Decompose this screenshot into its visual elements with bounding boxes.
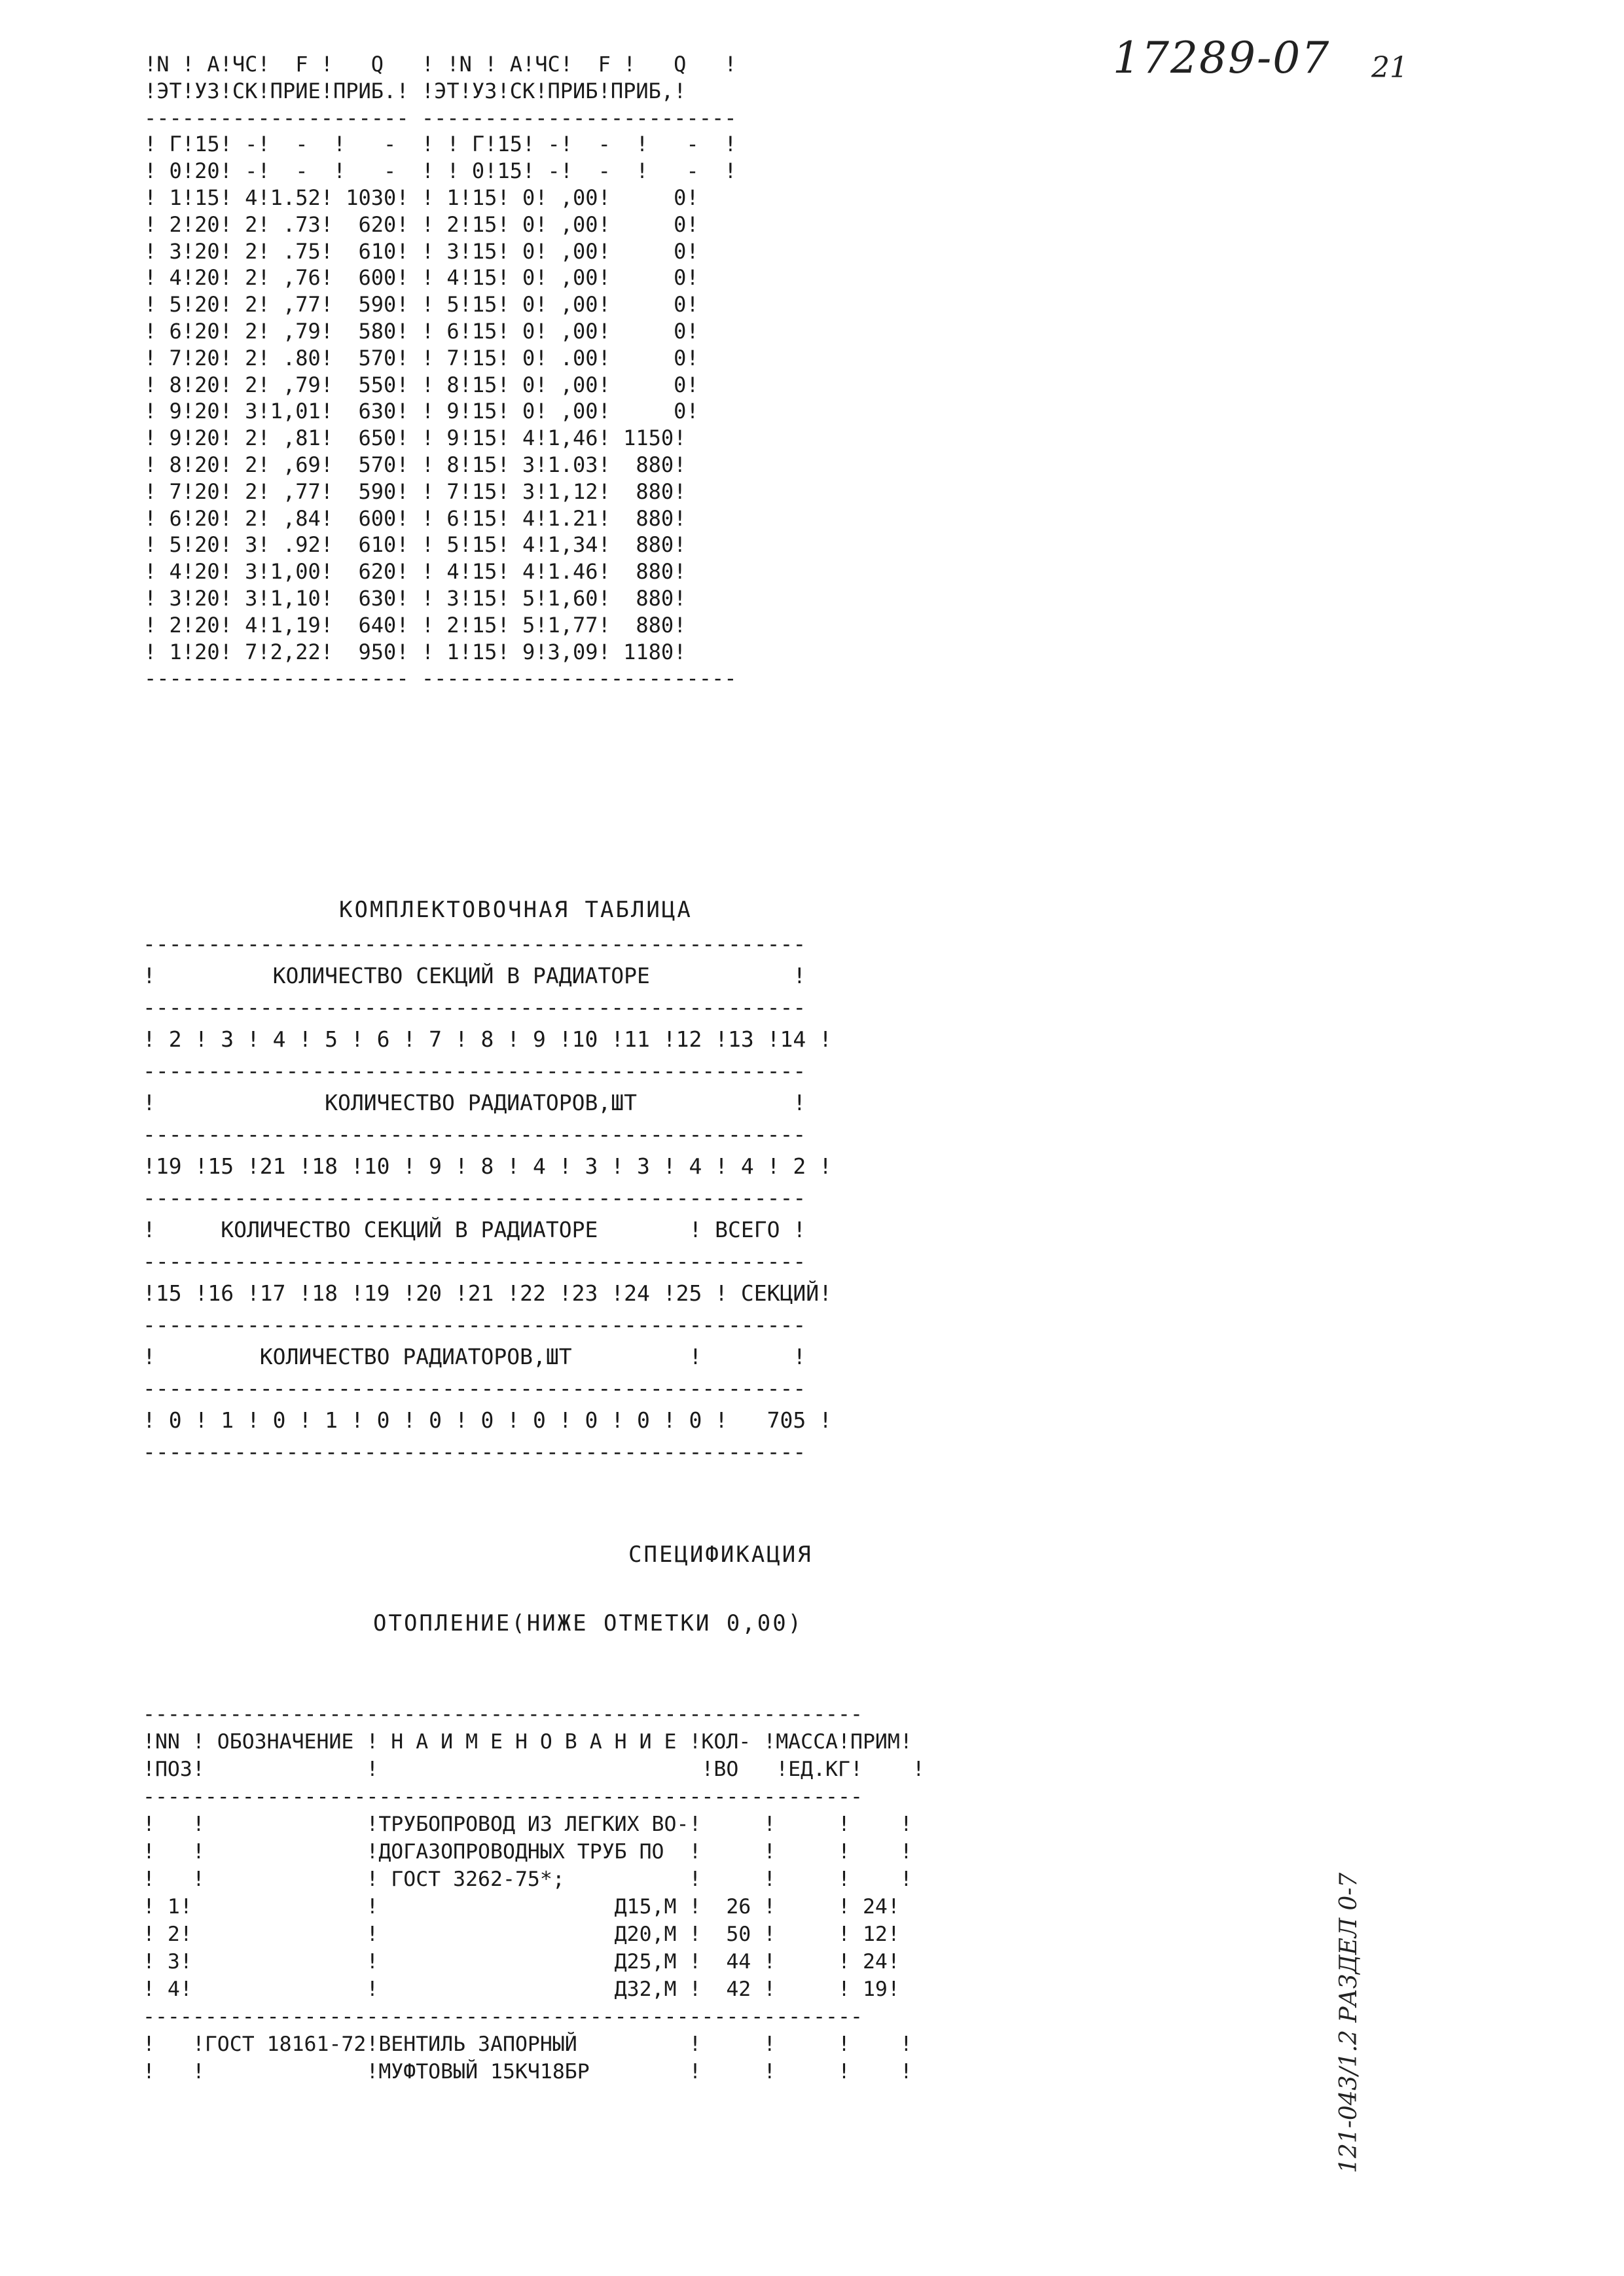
page-number: 21 xyxy=(1371,51,1408,84)
table-rule: ---------------------------------------------------------- xyxy=(143,1703,863,1726)
spec-table xyxy=(143,1701,925,2086)
section-title-spec: СПЕЦИФИКАЦИЯ xyxy=(628,1542,813,1568)
table-row: ! 2! ! Д20,М ! 50 ! ! 12! xyxy=(143,1923,900,1946)
table-rule: ---------------------------------------------------------- xyxy=(143,1785,863,1809)
table-rule: --------------------------------------------------- xyxy=(143,1439,806,1464)
table-row: ! 3!20! 3!1,10! 630! ! 3!15! 5!1,60! 880! xyxy=(144,585,687,611)
table-row: !ЭТ!УЗ!СК!ПРИЕ!ПРИБ.! !ЭТ!УЗ!СК!ПРИБ!ПРИБ,! xyxy=(144,78,687,103)
table-row: ! 2!20! 2! .73! 620! ! 2!15! 0! ,00! 0! xyxy=(144,211,699,237)
table-row: !19 !15 !21 !18 !10 ! 9 ! 8 ! 4 ! 3 ! 3 ! 4 ! 4 ! 2 ! xyxy=(143,1153,832,1179)
table-row: ! ! !ДОГАЗОПРОВОДНЫХ ТРУБ ПО ! ! ! ! xyxy=(143,1840,912,1864)
table-row: ! 7!20! 2! .80! 570! ! 7!15! 0! .00! 0! xyxy=(144,345,699,370)
table-row: ! 5!20! 3! .92! 610! ! 5!15! 4!1,34! 880! xyxy=(144,532,687,558)
table-row: ! КОЛИЧЕСТВО СЕКЦИЙ В РАДИАТОРЕ ! xyxy=(143,962,806,988)
table-row: ! ! !ТРУБОПРОВОД ИЗ ЛЕГКИХ ВО-! ! ! ! xyxy=(143,1813,912,1836)
table-row: ! 0 ! 1 ! 0 ! 1 ! 0 ! 0 ! 0 ! 0 ! 0 ! 0 ! 0 ! 705 ! xyxy=(143,1407,832,1433)
table-row: ! ! ! ГОСТ 3262-75*; ! ! ! ! xyxy=(143,1868,912,1891)
table-row: ! 9!20! 2! ,81! 650! ! 9!15! 4!1,46! 1150! xyxy=(144,425,687,451)
section-title-komplekt: КОМПЛЕКТОВОЧНАЯ ТАБЛИЦА xyxy=(339,897,693,923)
table-rule: --------------------------------------------------- xyxy=(143,994,806,1020)
table-row: ! 3!20! 2! .75! 610! ! 3!15! 0! ,00! 0! xyxy=(144,238,699,264)
table-row: ! 4!20! 2! ,76! 600! ! 4!15! 0! ,00! 0! xyxy=(144,265,699,291)
table-row: ! 2 ! 3 ! 4 ! 5 ! 6 ! 7 ! 8 ! 9 !10 !11 !12 !13 !14 ! xyxy=(143,1026,832,1052)
table-row: ! 6!20! 2! ,84! 600! ! 6!15! 4!1.21! 880! xyxy=(144,505,687,531)
table-row: ! 0!20! -! - ! - ! ! 0!15! -! - ! - ! xyxy=(144,158,737,184)
table-row: ! 3! ! Д25,М ! 44 ! ! 24! xyxy=(143,1950,900,1974)
side-margin-note: 121-043/1.2 РАЗДЕЛ 0-7 xyxy=(1335,1872,1362,2173)
table-row: ! 1!20! 7!2,22! 950! ! 1!15! 9!3,09! 1180! xyxy=(144,639,687,664)
flow-table xyxy=(144,51,736,692)
table-rule: --------------------------------------------------- xyxy=(143,1121,806,1147)
table-row: ! 2!20! 4!1,19! 640! ! 2!15! 5!1,77! 880! xyxy=(144,612,687,638)
table-row: ! 7!20! 2! ,77! 590! ! 7!15! 3!1,12! 880! xyxy=(144,479,687,504)
table-row: !ПОЗ! ! !ВО !ЕД.КГ! ! xyxy=(143,1758,925,1781)
table-row: ! 8!20! 2! ,69! 570! ! 8!15! 3!1.03! 880! xyxy=(144,452,687,477)
section-subtitle-heating: ОТОПЛЕНИЕ(НИЖЕ ОТМЕТКИ 0,00) xyxy=(373,1610,804,1636)
table-row: !NN ! ОБОЗНАЧЕНИЕ ! Н А И М Е Н О В А Н И Е !КОЛ- !МАССА!ПРИМ! xyxy=(143,1730,912,1754)
komplekt-table xyxy=(143,928,832,1468)
table-rule: --------------------------------------------------- xyxy=(143,1058,806,1083)
table-row: ! Г!15! -! - ! - ! ! Г!15! -! - ! - ! xyxy=(144,132,737,157)
table-rule: --------------------- ------------------------- xyxy=(144,105,737,130)
table-row: ! КОЛИЧЕСТВО СЕКЦИЙ В РАДИАТОРЕ ! ВСЕГО ! xyxy=(143,1216,806,1242)
table-row: ! 5!20! 2! ,77! 590! ! 5!15! 0! ,00! 0! xyxy=(144,292,699,317)
table-row: ! 1! ! Д15,М ! 26 ! ! 24! xyxy=(143,1895,900,1919)
table-row: !15 !16 !17 !18 !19 !20 !21 !22 !23 !24 !25 ! СЕКЦИЙ! xyxy=(143,1280,832,1306)
table-row: ! 8!20! 2! ,79! 550! ! 8!15! 0! ,00! 0! xyxy=(144,372,699,397)
table-row: !N ! A!ЧС! F ! Q ! !N ! A!ЧС! F ! Q ! xyxy=(144,52,737,77)
table-rule: --------------------------------------------------- xyxy=(143,1248,806,1274)
table-row: ! 9!20! 3!1,01! 630! ! 9!15! 0! ,00! 0! xyxy=(144,399,699,424)
document-code: 17289-07 xyxy=(1113,33,1331,83)
table-rule: --------------------------------------------------- xyxy=(143,1185,806,1210)
table-row: ! КОЛИЧЕСТВО РАДИАТОРОВ,ШТ ! xyxy=(143,1089,806,1115)
table-rule: --------------------- ------------------------- xyxy=(144,666,737,691)
table-rule: --------------------------------------------------- xyxy=(143,1312,806,1337)
table-row: ! 1!15! 4!1.52! 1030! ! 1!15! 0! ,00! 0! xyxy=(144,185,699,210)
table-row: ! !ГОСТ 18161-72!ВЕНТИЛЬ ЗАПОРНЫЙ ! ! ! ! xyxy=(143,2032,912,2056)
table-rule: ---------------------------------------------------------- xyxy=(143,2005,863,2029)
table-rule: --------------------------------------------------- xyxy=(143,931,806,956)
table-row: ! КОЛИЧЕСТВО РАДИАТОРОВ,ШТ ! ! xyxy=(143,1343,806,1369)
table-row: ! 4! ! Д32,М ! 42 ! ! 19! xyxy=(143,1978,900,2001)
table-row: ! 6!20! 2! ,79! 580! ! 6!15! 0! ,00! 0! xyxy=(144,318,699,344)
table-rule: --------------------------------------------------- xyxy=(143,1375,806,1401)
table-row: ! 4!20! 3!1,00! 620! ! 4!15! 4!1.46! 880! xyxy=(144,559,687,585)
table-row: ! ! !МУФТОВЫЙ 15КЧ18БР ! ! ! ! xyxy=(143,2060,912,2084)
